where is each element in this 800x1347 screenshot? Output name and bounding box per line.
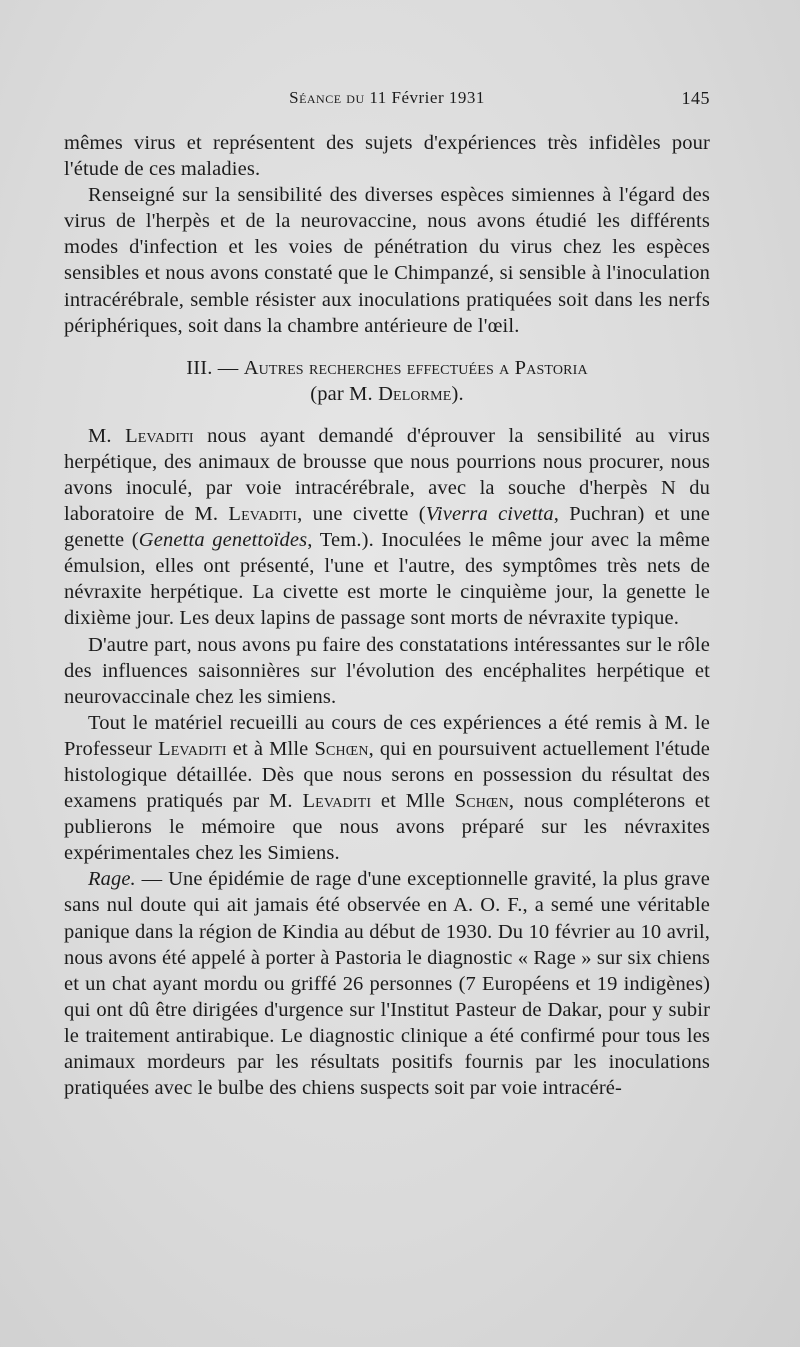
text-run: M. [88, 424, 112, 447]
person-name: Schœn [314, 737, 369, 760]
running-head [64, 88, 710, 112]
running-title-seance: Séance du [289, 88, 365, 107]
text-run: , Puchran) et une genette ( [64, 503, 711, 552]
species-name: Genetta genettoïdes [138, 529, 308, 552]
text-run: , une civette ( [297, 503, 426, 526]
running-title-date: 11 Février 1931 [369, 88, 485, 107]
text-run: Tout le matériel recueilli au cours de ces expériences a été remis à M. le Professeur [64, 711, 710, 760]
text-run: , Tem.). Inoculées le même jour avec la même émulsion, elles ont présenté, l'une et l'autre, des symptômes très nets de névraxite herpétique. La civette est morte le cinquième jour, la genette le dixième jour. Les deux lapins de passage sont morts de névraxite typique. [64, 529, 710, 630]
person-name: Levaditi [158, 737, 227, 760]
person-name: Levaditi [228, 503, 298, 526]
running-title [64, 88, 710, 108]
text-run: , nous compléterons et publierons le mémoire que nous avons préparé sur les névraxites expérimentales chez les Simiens. [64, 790, 711, 865]
section-title: Autres recherches effectuées a Pastoria [243, 356, 588, 379]
person-name: Levaditi [125, 424, 194, 447]
byline-author: Delorme [378, 382, 452, 405]
paragraph: mêmes virus et représentent des sujets d'expériences très infidèles pour l'étude de ces maladies. [64, 132, 710, 181]
paragraph [64, 423, 710, 632]
person-name: Schœn [454, 790, 509, 813]
paragraph [64, 866, 710, 1101]
text-run: et Mlle [380, 790, 446, 813]
species-name: Viverra civetta [425, 503, 554, 526]
section-title-line [64, 355, 710, 381]
subsection-title: Rage. [88, 868, 136, 891]
text-run: nous ayant demandé d'éprouver la sensibilité au virus herpétique, des animaux de brousse que nous pourrions nous procurer, nous avons inoculé, par voie intracérébrale, avec la souche d'herpès N du laboratoire de M. [64, 424, 711, 526]
paragraph [64, 710, 710, 867]
section-heading [64, 355, 710, 407]
section-numeral: III. — [186, 356, 239, 379]
paragraph: D'autre part, nous avons pu faire des constatations intéressantes sur le rôle des influences saisonnières sur l'évolution des encéphalites herpétique et neurovaccinale chez les simiens. [64, 633, 710, 708]
page-body [64, 130, 710, 1101]
text-run: — Une épidémie de rage d'une exceptionnelle gravité, la plus grave sans nul doute qui ait jamais été observée en A. O. F., a semé une véritable panique dans la région de Kindia au début de 1930. Du 10 février au 10 avril, nous avons été appelé à porter à Pastoria le diagnostic « Rage » sur six chiens et un chat ayant mordu ou griffé 26 personnes (7 Européens et 19 indigènes) qui ont dû être dirigées d'urgence sur l'Institut Pasteur de Dakar, pour y subir le traitement antirabique. Le diagnostic clinique a été confirmé pour tous les animaux mordeurs par les résultats positifs fournis par les inoculations pratiquées avec le bulbe des chiens suspects soit par voie intracéré- [64, 868, 710, 1100]
byline-prefix: (par M. [310, 382, 373, 405]
section-byline [64, 381, 710, 407]
text-run: et à Mlle [232, 737, 309, 760]
paragraph: Renseigné sur la sensibilité des diverses espèces simiennes à l'égard des virus de l'herpès et de la neurovaccine, nous avons étudié les différents modes d'infection et les voies de pénétration du virus chez les espèces sensibles et nous avons constaté que le Chimpanzé, si sensible à l'inoculation intracérébrale, semble résister aux inoculations pratiquées soit dans les nerfs périphériques, soit dans la chambre antérieure de l'œil. [64, 184, 710, 337]
person-name: Levaditi [302, 790, 372, 813]
byline-suffix: ). [451, 382, 464, 405]
text-run: , qui en poursuivent actuellement l'étude histologique détaillée. Dès que nous serons en possession du résultat des examens pratiqués par M. [64, 737, 711, 813]
page-number: 145 [681, 88, 710, 108]
